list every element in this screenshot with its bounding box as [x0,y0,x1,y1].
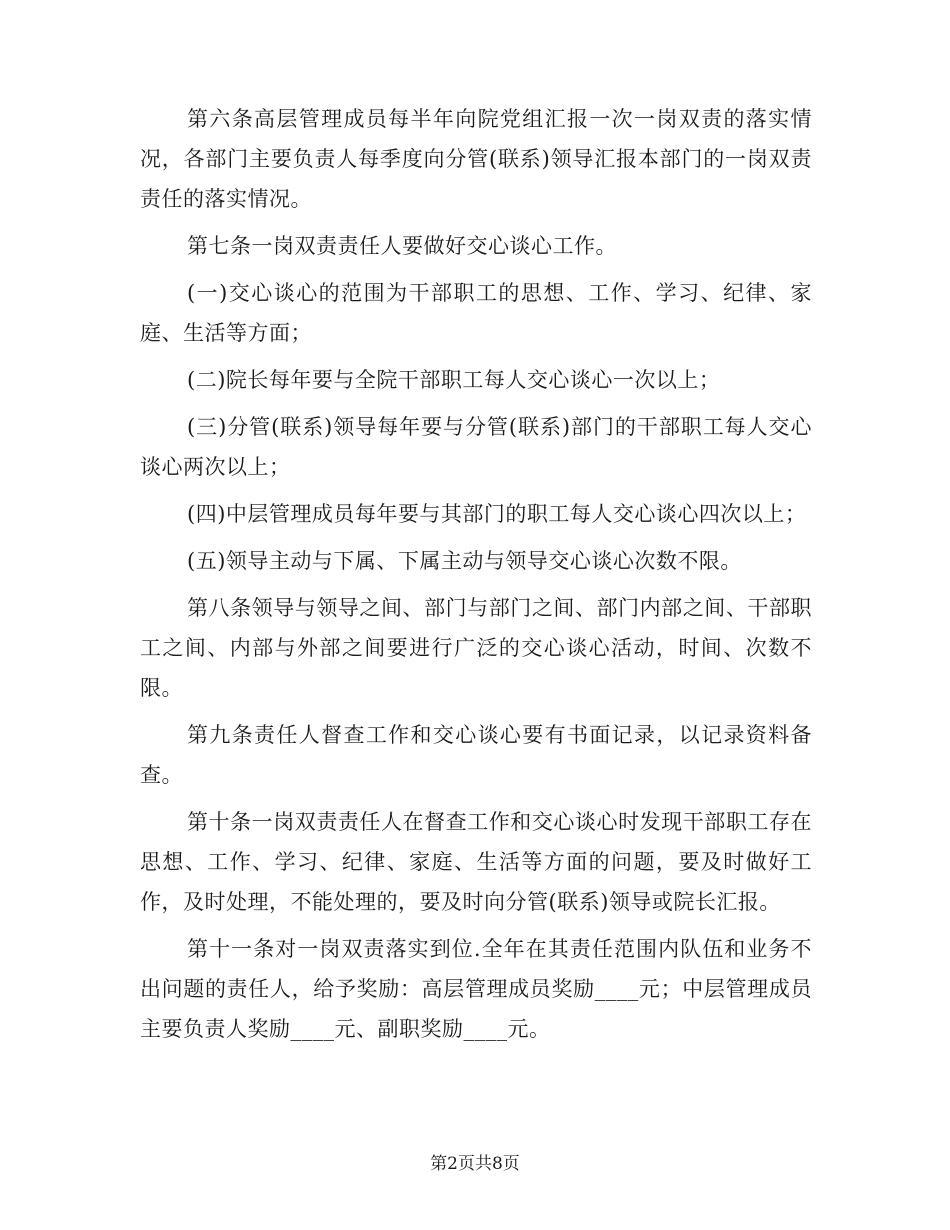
paragraph-article-7: 第七条一岗双责责任人要做好交心谈心工作。 [187,234,617,258]
paragraph-article-9: 第九条责任人督查工作和交心谈心要有书面记录，以记录资料备查。 [140,723,812,787]
document-body [140,99,812,1056]
paragraph-item-4: (四)中层管理成员每年要与其部门的职工每人交心谈心四次以上； [187,502,807,526]
paragraph-item-3: (三)分管(联系)领导每年要与分管(联系)部门的干部职工每人交心谈心两次以上； [140,415,812,479]
paragraph-article-11: 第十一条对一岗双责落实到位.全年在其责任范围内队伍和业务不出问题的责任人，给予奖励：高层管理成员奖励____元；中层管理成员主要负责人奖励____元、副职奖励____元。 [140,937,812,1041]
paragraph-article-8: 第八条领导与领导之间、部门与部门之间、部门内部之间、干部职工之间、内部与外部之间要进行广泛的交心谈心活动，时间、次数不限。 [140,596,812,700]
paragraph-article-6: 第六条高层管理成员每半年向院党组汇报一次一岗双责的落实情况，各部门主要负责人每季度向分管(联系)领导汇报本部门的一岗双责责任的落实情况。 [140,107,812,211]
page-number-footer: 第2页共8页 [430,1154,520,1174]
paragraph-item-2: (二)院长每年要与全院干部职工每人交心谈心一次以上； [187,368,721,392]
paragraph-item-5: (五)领导主动与下属、下属主动与领导交心谈心次数不限。 [187,549,742,573]
paragraph-article-10: 第十条一岗双责责任人在督查工作和交心谈心时发现干部职工存在思想、工作、学习、纪律、家庭、生活等方面的问题，要及时做好工作，及时处理，不能处理的，要及时向分管(联系)领导或院长汇报。 [140,810,812,914]
paragraph-item-1: (一)交心谈心的范围为干部职工的思想、工作、学习、纪律、家庭、生活等方面； [140,281,812,345]
